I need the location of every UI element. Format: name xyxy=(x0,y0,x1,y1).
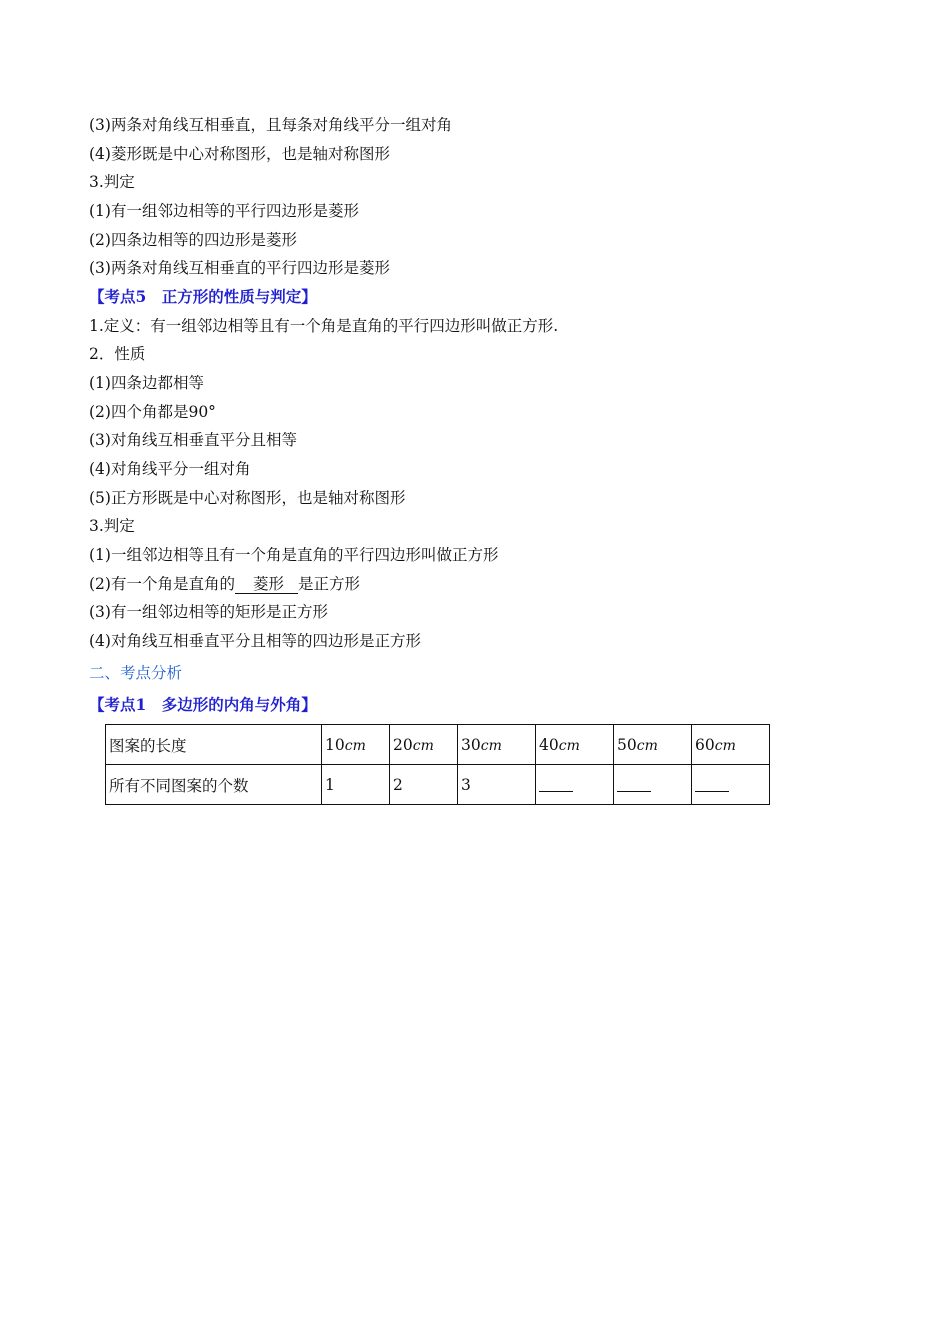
text-line: (1)有一组邻边相等的平行四边形是菱形 xyxy=(89,202,359,220)
text-fragment: 是正方形 xyxy=(297,575,360,593)
table-cell: 30cm xyxy=(458,725,536,765)
table-cell: 50cm xyxy=(614,725,692,765)
text-line: (2)四条边相等的四边形是菱形 xyxy=(89,231,297,249)
text-line: (5)正方形既是中心对称图形，也是轴对称图形 xyxy=(89,489,406,507)
text-line: (4)菱形既是中心对称图形，也是轴对称图形 xyxy=(89,145,390,163)
table-cell: 所有不同图案的个数 xyxy=(106,765,322,805)
text-line: (4)对角线平分一组对角 xyxy=(89,460,251,478)
text-line: 3.判定 xyxy=(89,517,135,535)
table-cell: 图案的长度 xyxy=(106,725,322,765)
answer-blank xyxy=(695,779,729,792)
table-cell: 10cm xyxy=(322,725,390,765)
text-line: 1.定义：有一组邻边相等且有一个角是直角的平行四边形叫做正方形. xyxy=(89,317,559,335)
table-cell: 60cm xyxy=(692,725,770,765)
table-cell xyxy=(692,765,770,805)
data-table xyxy=(105,724,770,805)
answer-blank xyxy=(539,779,573,792)
text-line: (3)有一组邻边相等的矩形是正方形 xyxy=(89,603,328,621)
text-line: (3)两条对角线互相垂直的平行四边形是菱形 xyxy=(89,259,390,277)
table-cell xyxy=(536,765,614,805)
table-cell: 1 xyxy=(322,765,390,805)
text-line: (1)四条边都相等 xyxy=(89,374,204,392)
text-line xyxy=(89,574,360,594)
table-cell xyxy=(614,765,692,805)
text-line: (3)两条对角线互相垂直，且每条对角线平分一组对角 xyxy=(89,116,452,134)
text-fragment: (2)有一个角是直角的 xyxy=(89,575,235,593)
text-line: (2)四个角都是90° xyxy=(89,403,216,421)
text-line: (3)对角线互相垂直平分且相等 xyxy=(89,431,297,449)
table-row xyxy=(106,725,770,765)
section-title: 二、考点分析 xyxy=(89,664,183,682)
section-heading: 【考点1 多边形的内角与外角】 xyxy=(89,695,317,714)
text-line: 2．性质 xyxy=(89,345,146,363)
table-cell: 40cm xyxy=(536,725,614,765)
table-cell: 2 xyxy=(390,765,458,805)
table-cell: 3 xyxy=(458,765,536,805)
text-line: 3.判定 xyxy=(89,173,135,191)
filled-blank: 菱形 xyxy=(235,575,298,594)
section-heading: 【考点5 正方形的性质与判定】 xyxy=(89,287,317,306)
text-line: (1)一组邻边相等且有一个角是直角的平行四边形叫做正方形 xyxy=(89,546,499,564)
table-cell: 20cm xyxy=(390,725,458,765)
table-row xyxy=(106,765,770,805)
text-line: (4)对角线互相垂直平分且相等的四边形是正方形 xyxy=(89,632,421,650)
answer-blank xyxy=(617,779,651,792)
